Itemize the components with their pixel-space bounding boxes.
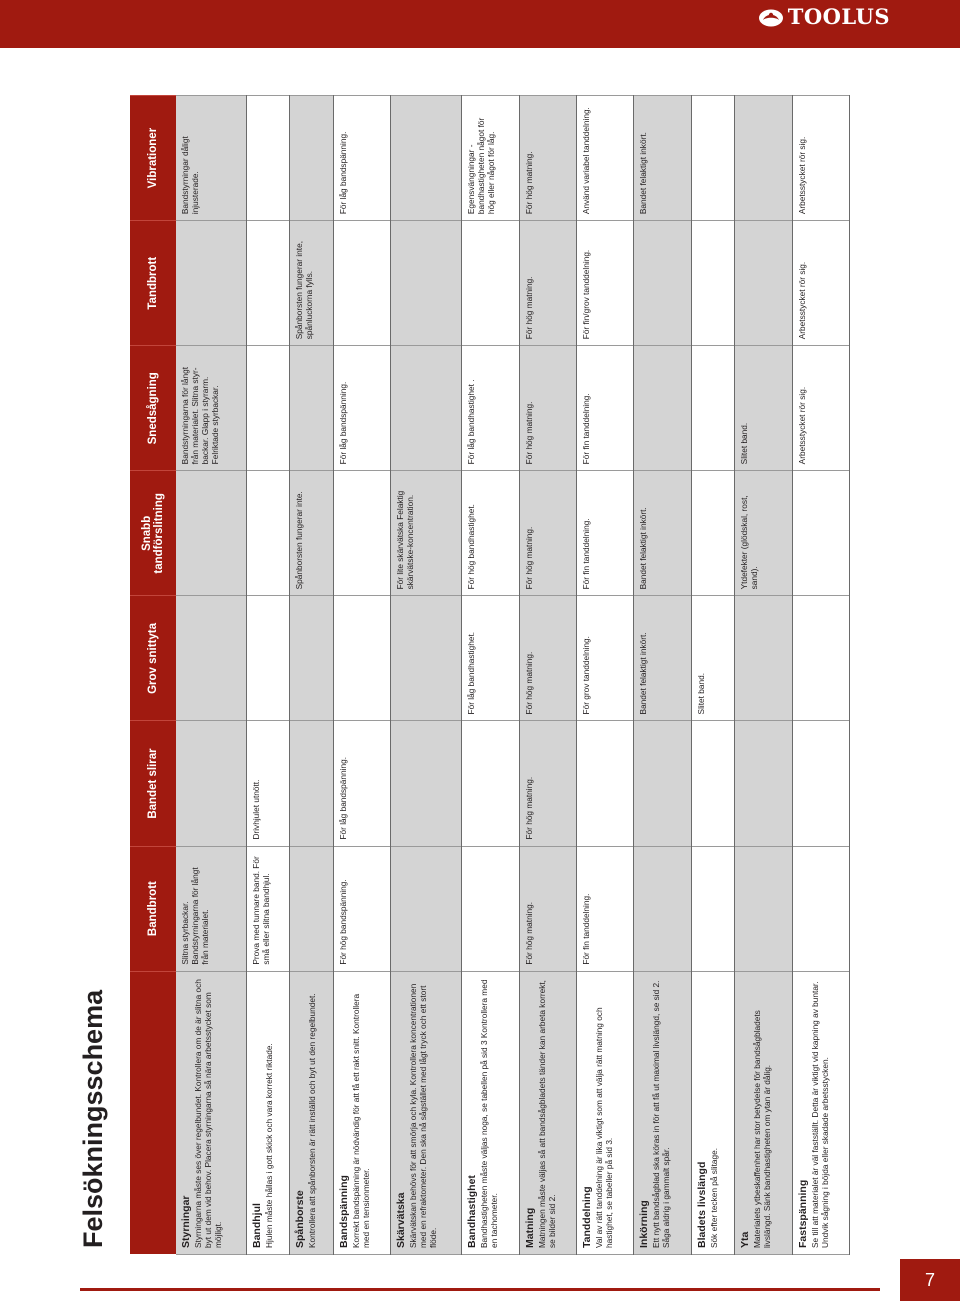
table-cell [176, 471, 246, 596]
table-cell: För lite skärvätska Felaktig skärvätske-koncentration. [391, 471, 462, 596]
table-cell: För hög matning. [519, 471, 576, 596]
table-cell [634, 346, 691, 471]
table-cell: För hög matning. [519, 721, 576, 846]
table-cell [391, 846, 462, 971]
row-label-cell [792, 971, 849, 1254]
row-title: Bandspänning [338, 1175, 351, 1248]
footer-rule [80, 1288, 880, 1291]
row-description: Hjulen måste hållas i gott skick och vara korrekt riktade. [263, 1043, 274, 1248]
table-row [735, 96, 792, 1255]
row-description: Se till att materialet är väl fastställt. Detta är viktigt vid kapning av buntar. Undvik sågning i böjda eller skadade arbetsstycken. [809, 981, 830, 1248]
column-header: Bandet slirar [130, 721, 176, 846]
table-cell: Ytdefekter (glödskal, rost, sand). [735, 471, 792, 596]
table-row [334, 96, 391, 1255]
row-description: Materialets ytbeskaffenhet har stor betydelse för bandsågbladets livslängd. Sänk bandhastigheten om ytan är dålig. [752, 1010, 773, 1248]
table-cell [792, 721, 849, 846]
row-title: Bandhjul [250, 1203, 263, 1248]
row-title: Styrningar [180, 1195, 192, 1248]
table-cell [735, 96, 792, 221]
brand-logo[interactable] [758, 6, 890, 28]
table-cell [792, 471, 849, 596]
page-title: Felsökningsschema [78, 989, 108, 1248]
table-cell [634, 721, 691, 846]
table-row [391, 96, 462, 1255]
table-cell [576, 721, 633, 846]
table-cell: Bandstyrningarna för långt från materialet. Slitna styr-backar. Glapp i styrarm. Felriktade styrbackar. [176, 346, 246, 471]
brand-name: TOOLUS [787, 4, 890, 29]
table-cell: För låg bandhastighet. [462, 596, 519, 721]
row-title: Tanddelning [580, 1186, 593, 1248]
row-description: Sök efter tecken på slitage. [708, 1147, 719, 1248]
table-header-row [130, 96, 176, 1255]
row-title: Spånborste [294, 1190, 307, 1248]
table-cell: För fin/grov tanddelning. [576, 221, 633, 346]
table-cell [246, 96, 290, 221]
table-cell: Slitna styrbackar. Bandstyrningarna för långt från materialet. [176, 846, 246, 971]
table-row [290, 96, 334, 1255]
table-cell: Egensvängningar - bandhastigheten något för hög eller något för låg. [462, 96, 519, 221]
table-cell: Spånborsten fungerar inte, spånluckorna fylls. [290, 221, 334, 346]
table-cell: För låg bandspänning. [334, 721, 391, 846]
table-row [176, 96, 246, 1255]
table-cell: Arbetsstycket rör sig. [792, 346, 849, 471]
table-cell: Slitet band. [691, 596, 735, 721]
table-cell [462, 221, 519, 346]
row-label-cell [391, 971, 462, 1254]
row-title: Bandhastighet [466, 1175, 479, 1248]
table-cell: För fin tanddelning. [576, 346, 633, 471]
row-title: Skärvätska [395, 1192, 408, 1248]
table-body [176, 96, 850, 1255]
table-cell [246, 346, 290, 471]
table-cell [691, 846, 735, 971]
table-cell: Slitet band. [735, 346, 792, 471]
header-bar [0, 0, 960, 48]
table-row [792, 96, 849, 1255]
row-title: Matning [523, 1207, 536, 1248]
table-cell [176, 221, 246, 346]
table-cell [735, 846, 792, 971]
table-cell: För låg bandhastighet . [462, 346, 519, 471]
row-label-cell [519, 971, 576, 1254]
table-row [462, 96, 519, 1255]
header-corner [130, 971, 176, 1254]
column-header: Tandbrott [130, 221, 176, 346]
table-cell: För hög matning. [519, 596, 576, 721]
table-cell: Bandet felaktigt inkört. [634, 596, 691, 721]
row-label-cell [246, 971, 290, 1254]
table-cell: För hög matning. [519, 221, 576, 346]
table-cell: Drivhjulet utnött. [246, 721, 290, 846]
table-cell: Arbetsstycket rör sig. [792, 96, 849, 221]
troubleshooting-table-wrapper [130, 95, 850, 1255]
table-cell [792, 596, 849, 721]
table-cell: För låg bandspänning. [334, 346, 391, 471]
row-description: Korrekt bandspänning är nödvändig för att få ett rakt snitt. Kontrollera med en tensionmeter. [351, 993, 372, 1248]
table-cell: Arbetsstycket rör sig. [792, 221, 849, 346]
row-title: Bladets livslängd [695, 1161, 708, 1248]
row-label-cell [290, 971, 334, 1254]
table-cell: Prova med tunnare band. För små eller slitna bandhjul. [246, 846, 290, 971]
table-row [691, 96, 735, 1255]
row-label-cell [634, 971, 691, 1254]
table-cell [334, 596, 391, 721]
table-cell [462, 846, 519, 971]
table-cell [691, 471, 735, 596]
table-cell [735, 596, 792, 721]
table-cell [246, 471, 290, 596]
table-cell [246, 596, 290, 721]
table-cell [462, 721, 519, 846]
column-header: Grov snittyta [130, 596, 176, 721]
table-cell [792, 846, 849, 971]
table-cell [735, 721, 792, 846]
table-cell [334, 221, 391, 346]
row-description: Skärvätskan behövs för att smörja och kyla. Kontrollera koncentrationen med en refraktometer. Den ska nå sågstället med lågt tryck och ett stort flöde. [408, 983, 439, 1248]
table-cell [691, 96, 735, 221]
table-cell: Använd variabel tanddelning. [576, 96, 633, 221]
row-description: Matningen måste väljas så att bandsågbladets tänder kan arbeta korrekt, se bilder sid 2. [536, 980, 557, 1248]
table-cell: Bandstyrningar dåligt injusterade. [176, 96, 246, 221]
page-number: 7 [900, 1259, 960, 1301]
table-row [576, 96, 633, 1255]
column-header: Snedsågning [130, 346, 176, 471]
row-description: Bandhastigheten måste väljas noga, se tabellen på sid 3 Kontrollera med en tachometer. [479, 979, 500, 1248]
column-header: Snabb tandförslitning [130, 471, 176, 596]
table-cell [634, 846, 691, 971]
table-row [634, 96, 691, 1255]
row-label-cell [735, 971, 792, 1254]
row-title: Yta [739, 1231, 752, 1248]
column-header: Bandbrott [130, 846, 176, 971]
table-cell [391, 96, 462, 221]
table-cell: Bandet felaktigt inkört. [634, 471, 691, 596]
table-cell [246, 221, 290, 346]
table-cell [391, 221, 462, 346]
table-row [246, 96, 290, 1255]
table-cell [290, 596, 334, 721]
table-cell [176, 596, 246, 721]
row-label-cell [576, 971, 633, 1254]
row-description: Kontrollera att spånborsten är rätt inställd och byt ut den regelbundet. [307, 993, 318, 1248]
table-cell [290, 721, 334, 846]
row-description: Ett nytt bandsågblad ska köras in för att få ut maximal livslängd, se sid 2. Såga aldrig i gammalt spår. [651, 980, 672, 1248]
toolus-logo-icon [758, 7, 784, 27]
table-cell: För grov tanddelning. [576, 596, 633, 721]
table-cell [176, 721, 246, 846]
table-row [519, 96, 576, 1255]
row-title: Fastspänning [796, 1179, 809, 1248]
table-cell: För hög bandspänning. [334, 846, 391, 971]
table-cell: För hög matning. [519, 96, 576, 221]
table-cell [290, 96, 334, 221]
table-cell [391, 596, 462, 721]
table-cell [391, 346, 462, 471]
row-description: Val av rätt tanddelning är lika viktigt som att välja rätt matning och hastighet, se tabeller på sid 3. [593, 1007, 614, 1248]
table-cell: Spånborsten fungerar inte. [290, 471, 334, 596]
table-cell [290, 846, 334, 971]
row-description: Styrningarna måste ses över regelbundet. Kontrollera om de är slitna och byt ut dem vid behov. Placera styrningarna så nära arbetsstycket som möjligt. [193, 979, 223, 1248]
table-cell [634, 221, 691, 346]
row-label-cell [176, 971, 246, 1254]
table-cell: Bandet felaktigt inkört. [634, 96, 691, 221]
table-cell: För hög matning. [519, 846, 576, 971]
table-cell [391, 721, 462, 846]
table-cell: För låg bandspänning. [334, 96, 391, 221]
table-cell: För fin tanddelning. [576, 846, 633, 971]
table-cell [691, 221, 735, 346]
table-cell [691, 721, 735, 846]
troubleshooting-table [130, 95, 850, 1255]
row-label-cell [462, 971, 519, 1254]
column-header: Vibrationer [130, 96, 176, 221]
row-label-cell [334, 971, 391, 1254]
table-cell [735, 221, 792, 346]
row-label-cell [691, 971, 735, 1254]
table-cell: För hög bandhastighet. [462, 471, 519, 596]
table-cell [290, 346, 334, 471]
table-cell: För hög matning. [519, 346, 576, 471]
table-cell [691, 346, 735, 471]
row-title: Inkörning [638, 1200, 651, 1248]
table-cell [334, 471, 391, 596]
table-cell: För fin tanddelning. [576, 471, 633, 596]
